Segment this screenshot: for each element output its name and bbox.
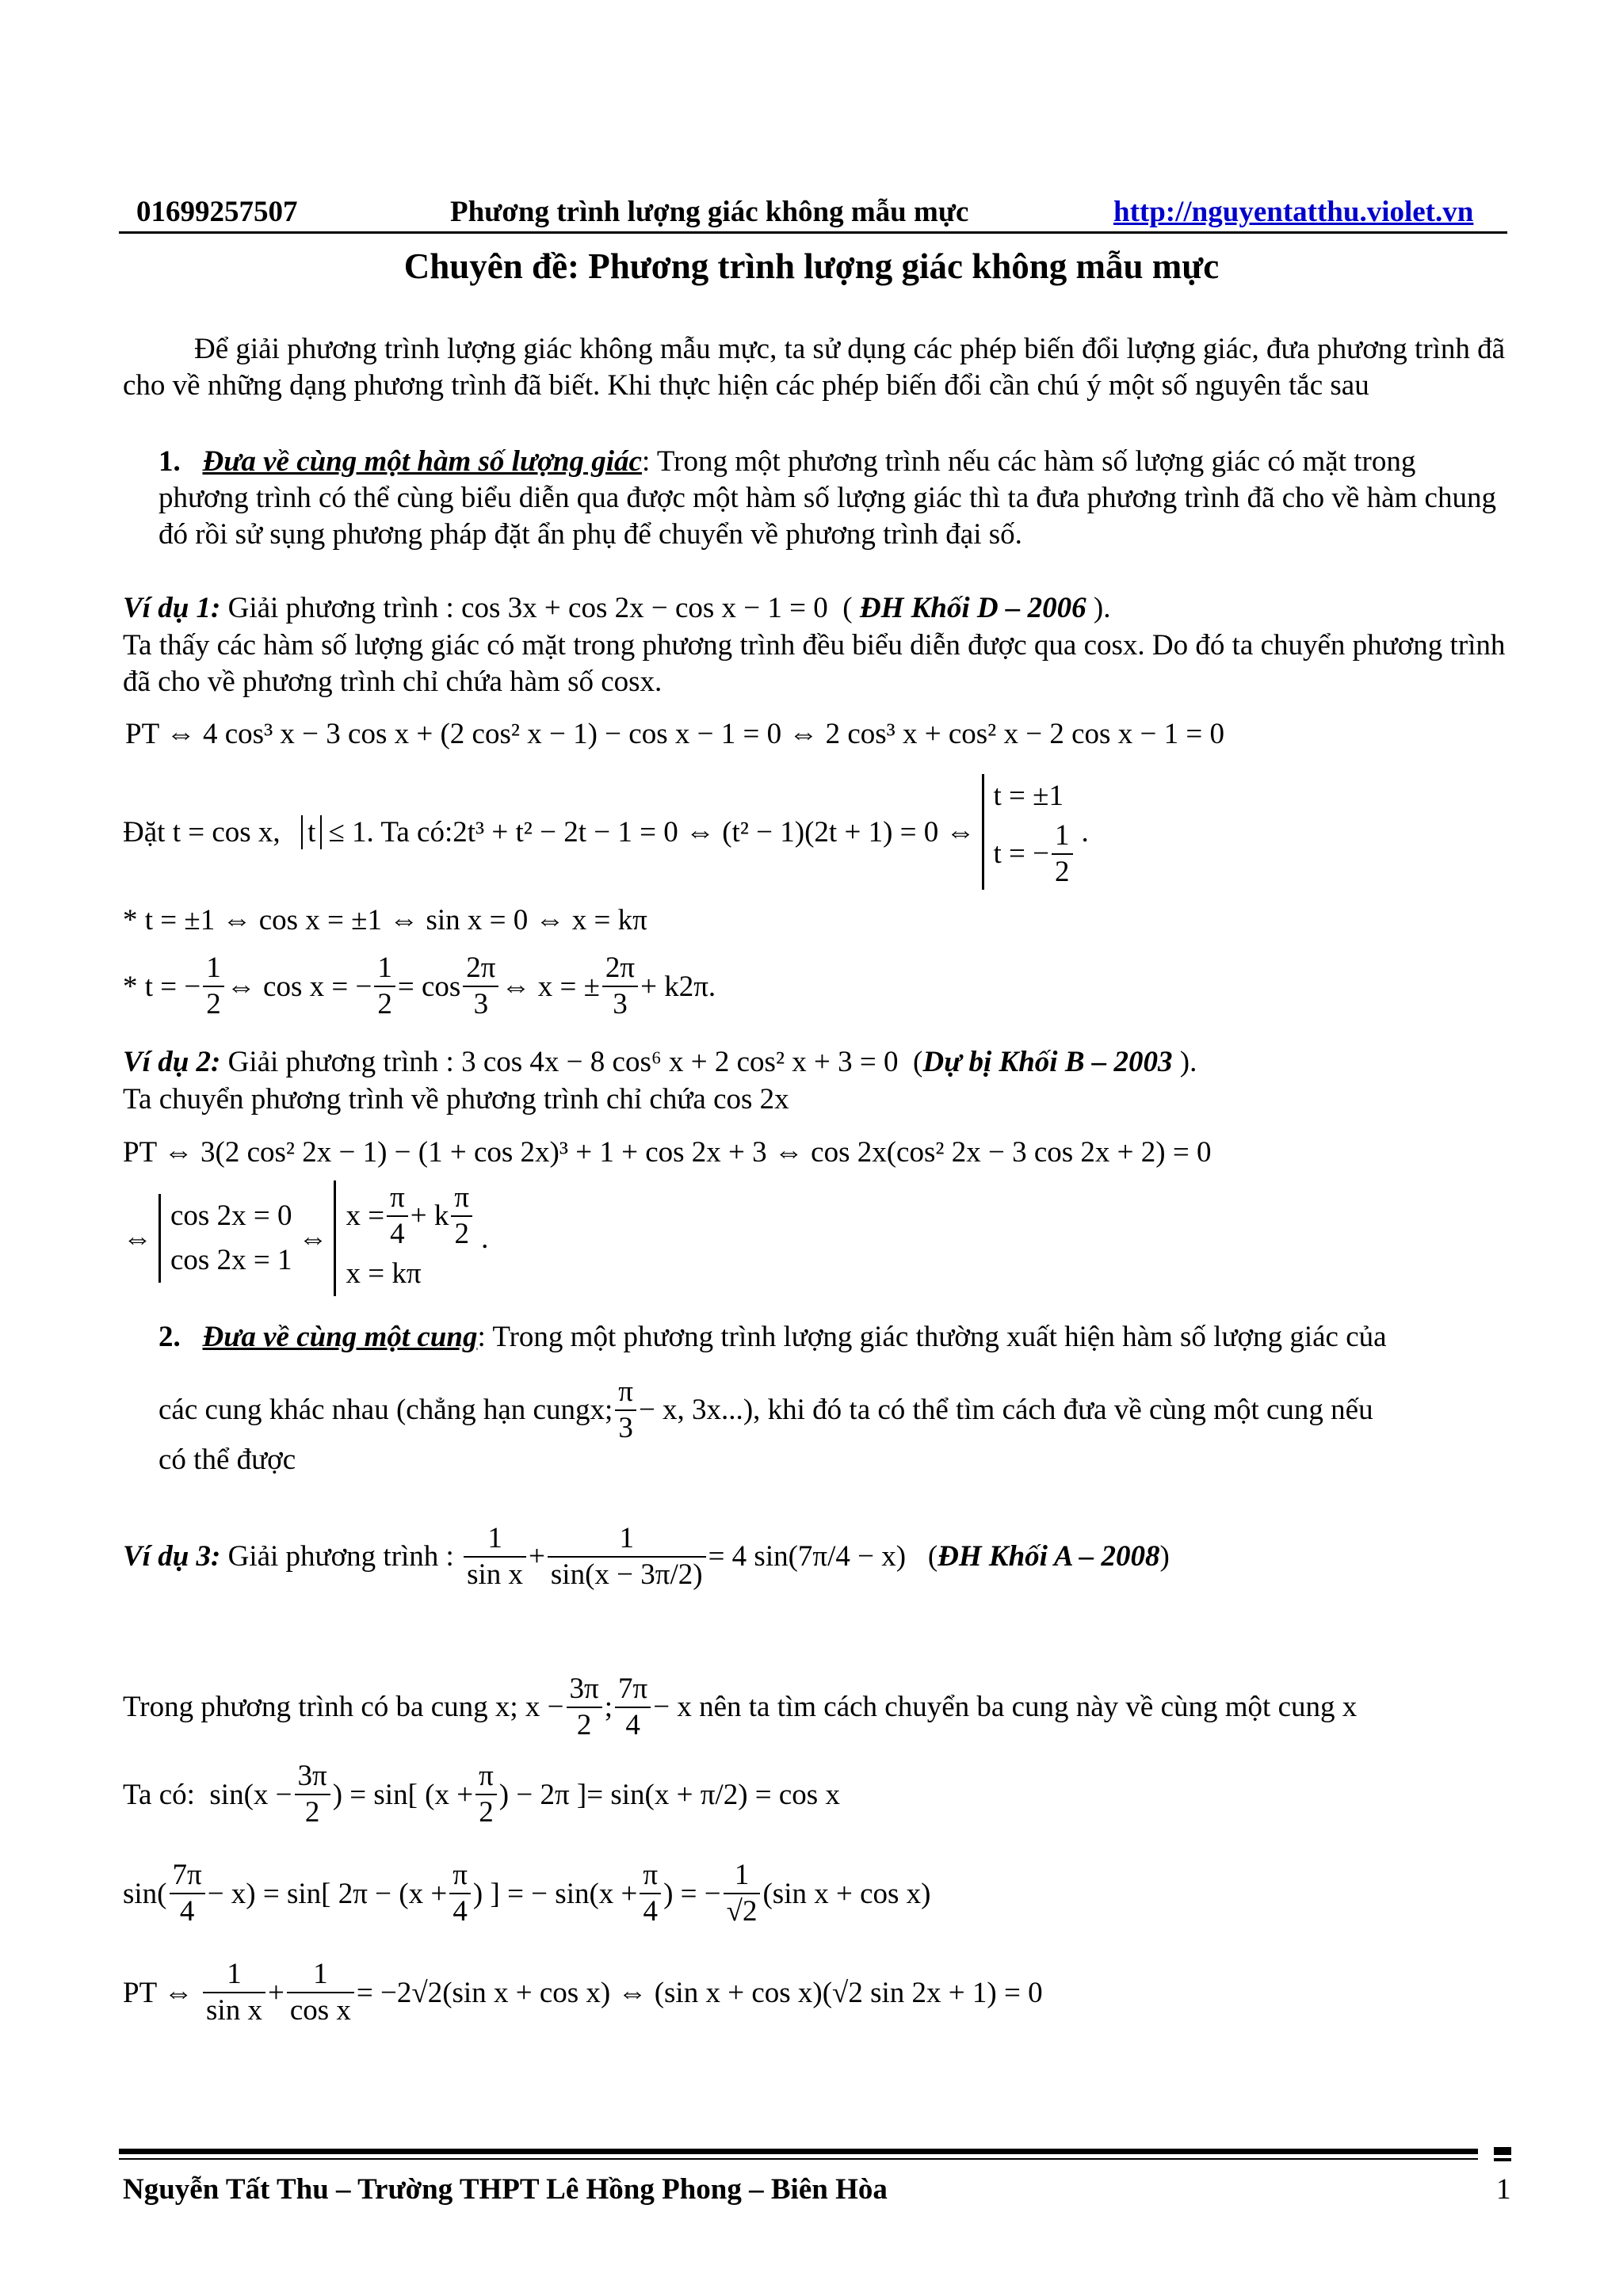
ex3-source: ĐH Khối A – 2008 [938, 1540, 1160, 1573]
ex1-set-word: Đặt [123, 815, 166, 849]
ex2-system-b: x = $\frac{\pi}{4}$ + k $\frac{\pi}{2}$ x = kπ [334, 1180, 475, 1296]
footer-mark-thin [1494, 2158, 1511, 2161]
ex1-system: t = ±1 t = − $\frac{1}{2}$ [982, 774, 1075, 890]
ex3-line2: sin( $\frac{7\pi}{4}$ − x) = sin[ 2π − (x + $\frac{\pi}{4}$ ) ] = − sin(x + $\frac{\pi}{4}$ ) = − $\frac{1}{√2}$ (sin x + cos x) [123, 1859, 931, 1928]
ex1-case2-e: + k2π. [640, 970, 716, 1003]
ex3-arcs: Trong phương trình có ba cung x; x − $\frac{3\pi}{2}$ ; $\frac{7\pi}{4}$ − x nên ta tìm cách chuyển ba cung này về cùng một cung x [123, 1672, 1358, 1741]
section2-text3: có thể được [158, 1444, 296, 1476]
ex1-explanation: Ta thấy các hàm số lượng giác có mặt trong phương trình đều biểu diễn được qua cosx. Do đó ta chuyển phương trình đã cho về phương trình chỉ chứa hàm số cosx. [123, 629, 1506, 698]
ex3-pt-word: PT ⇔ [123, 1976, 193, 2009]
ex1-case1: * t = ±1 ⇔ cos x = ±1 ⇔ sin x = 0 ⇔ x = kπ [123, 904, 647, 936]
ex1-label: Ví dụ 1: [123, 592, 221, 624]
section2-number: 2. [158, 1321, 181, 1353]
ex1-case2-a: * t = − [123, 970, 201, 1003]
ex2-system-b-row2: x = kπ [346, 1257, 422, 1290]
ex1-case2-c: = cos [397, 970, 461, 1003]
header-topic: Phương trình lượng giác không mẫu mực [450, 196, 969, 228]
ex3-statement: Ví dụ 3: Giải phương trình : $\frac{1}{\text{sin x}}$ + $\frac{1}{\sin(x - 3\pi/2)}$ = 4 sin(7π/4 − x) ( ĐH Khối A – 2008 ) [123, 1522, 1170, 1591]
section2-text: : Trong một phương trình lượng giác thường xuất hiện hàm số lượng giác của [477, 1321, 1387, 1353]
ex3-arcs-a: Trong phương trình có ba cung [123, 1691, 488, 1723]
ex1-prompt: Giải phương trình : [220, 592, 462, 624]
ex2-system-a-row2: cos 2x = 1 [170, 1244, 292, 1276]
ex2-equation: 3 cos 4x − 8 cos⁶ x + 2 cos² x + 3 = 0 [461, 1046, 899, 1078]
ex2-prompt: Giải phương trình : [220, 1046, 462, 1078]
ex1-set-eq: t = cos x, [172, 815, 281, 849]
header-url-link[interactable]: http://nguyentatthu.violet.vn [1113, 196, 1474, 228]
section2-line2: các cung khác nhau (chẳng hạn cung x; $\frac{\pi}{3}$ − x, 3x... ), khi đó ta có thể tìm cách đưa về cùng một cung nếu [158, 1375, 1373, 1444]
ex3-arcs-b: nên ta tìm cách chuyển ba cung này về cùng một cung x [699, 1691, 1358, 1723]
ex2-system-b-row1: x = [346, 1199, 385, 1232]
section2 [158, 1319, 1514, 1356]
page-number: 1 [1496, 2173, 1511, 2206]
ex2-label: Ví dụ 2: [123, 1046, 221, 1078]
ex1-case2-d: ⇔ x = ± [501, 970, 600, 1003]
ex2-system-a [158, 1194, 292, 1283]
ex3-prompt: Giải phương trình : [220, 1540, 462, 1573]
section2-heading: Đưa về cùng một cung [202, 1321, 478, 1353]
ex2-source: Dự bị Khối B – 2003 [922, 1046, 1173, 1078]
section2-text2b: − x, 3x... [638, 1394, 743, 1426]
page-title: Chuyên đề: Phương trình lượng giác không mẫu mực [403, 246, 1220, 286]
ex1-source: ĐH Khối D – 2006 [859, 592, 1086, 624]
ex2-solution: ⇔ cos 2x = 0 cos 2x = 1 ⇔ x = $\frac{\pi}{4}$ + k $\frac{\pi}{2}$ x = kπ . [123, 1180, 488, 1296]
ex3-we-have: Ta có: [123, 1778, 195, 1811]
ex1-case2: * t = − $\frac{1}{2}$ ⇔ cos x = − $\frac{1}{2}$ = cos $\frac{2\pi}{3}$ ⇔ x = ± $\frac{2\pi}{3}$ + k2π. [123, 952, 716, 1020]
footer-rule-thick [119, 2149, 1478, 2154]
ex1-polynomial: 2t³ + t² − 2t − 1 = 0 ⇔ (t² − 1)(2t + 1) = 0 ⇔ [453, 815, 976, 849]
footer-rule-thin [119, 2158, 1478, 2160]
ex2-system-a-row1: cos 2x = 0 [170, 1199, 292, 1232]
ex1-system-row1: t = ±1 [993, 780, 1064, 812]
ex1-case2-b: ⇔ cos x = − [226, 970, 372, 1003]
ex2-pt-line: PT ⇔ 3(2 cos² 2x − 1) − (1 + cos 2x)³ + 1 + cos 2x + 3 ⇔ cos 2x(cos² 2x − 3 cos 2x + 2) = 0 [123, 1136, 1212, 1169]
section2-text2a: các cung khác nhau (chẳng hạn cung [158, 1394, 590, 1426]
footer-author: Nguyễn Tất Thu – Trường THPT Lê Hồng Phong – Biên Hòa [123, 2173, 888, 2206]
ex3-line1-end: = sin(x + π/2) = cos x [586, 1778, 840, 1811]
ex2-statement: Ví dụ 2: Giải phương trình : 3 cos 4x − 8 cos⁶ x + 2 cos² x + 3 = 0 (Dự bị Khối B – 2003 ). [123, 1046, 1197, 1078]
ex1-statement: Ví dụ 1: Giải phương trình : cos 3x + cos 2x − cos x − 1 = 0 ( ĐH Khối D – 2006 ). [123, 592, 1111, 624]
ex1-pt-line: PT ⇔ 4 cos³ x − 3 cos x + (2 cos² x − 1) − cos x − 1 = 0 ⇔ 2 cos³ x + cos² x − 2 cos x − 1 = 0 [125, 718, 1224, 750]
intro-paragraph: Để giải phương trình lượng giác không mẫu mực, ta sử dụng các phép biến đổi lượng giác, đưa phương trình đã cho về những dạng phương trình đã biết. Khi thực hiện các phép biến đổi cần chú ý một số nguyên tắc sau [123, 333, 1506, 402]
ex3-pt-end: = −2√2(sin x + cos x) ⇔ (sin x + cos x)(√2 sin 2x + 1) = 0 [356, 1976, 1043, 2009]
section1-text: : Trong một phương trình nếu các hàm số lượng giác có mặt trong phương trình có thể cùng biểu diễn qua được một hàm số lượng giác thì ta đưa phương trình đã cho về hàm chung đó rồi sử sụng phương pháp đặt ẩn phụ để chuyển về phương trình đại số. [158, 445, 1496, 551]
ex2-system-b-row1b: + k [410, 1199, 449, 1232]
ex2-text-fn: cos 2x [713, 1083, 789, 1116]
ex3-pt-line: PT ⇔ $\frac{1}{\text{sin x}}$ + $\frac{1}{\text{cos x}}$ = −2√2(sin x + cos x) ⇔ (sin x + cos x)(√2 sin 2x + 1) = 0 [123, 1958, 1043, 2027]
ex1-we-have: . Ta có: [366, 815, 453, 849]
ex3-label: Ví dụ 3: [123, 1540, 221, 1573]
section1-heading: Đưa về cùng một hàm số lượng giác [202, 445, 642, 478]
ex2-explanation [123, 1081, 1506, 1118]
ex3-line1: Ta có: sin(x − $\frac{3\pi}{2}$ ) = sin[ (x + $\frac{\pi}{2}$ ) − 2π ] = sin(x + π/2) = cos x [123, 1760, 840, 1829]
section2-text2c: ), khi đó ta có thể tìm cách đưa về cùng một cung nếu [743, 1394, 1373, 1426]
ex1-abs-condition: ≤ 1 [328, 815, 367, 849]
ex2-text: Ta chuyển phương trình về phương trình chỉ chứa [123, 1083, 714, 1116]
section1 [158, 444, 1506, 553]
ex3-line2-end: (sin x + cos x) [762, 1877, 931, 1910]
header-rule [119, 231, 1507, 234]
ex1-system-row2: t = − [993, 837, 1050, 870]
footer-mark [1494, 2147, 1511, 2155]
header-phone: 01699257507 [136, 196, 298, 228]
ex1-substitution: Đặt t = cos x, t ≤ 1 . Ta có: 2t³ + t² − 2t − 1 = 0 ⇔ (t² − 1)(2t + 1) = 0 ⇔ t = ±1 t = − $\frac{1}{2}$ . [123, 769, 1089, 895]
section1-number: 1. [158, 445, 181, 478]
ex1-equation: cos 3x + cos 2x − cos x − 1 = 0 [461, 592, 828, 624]
